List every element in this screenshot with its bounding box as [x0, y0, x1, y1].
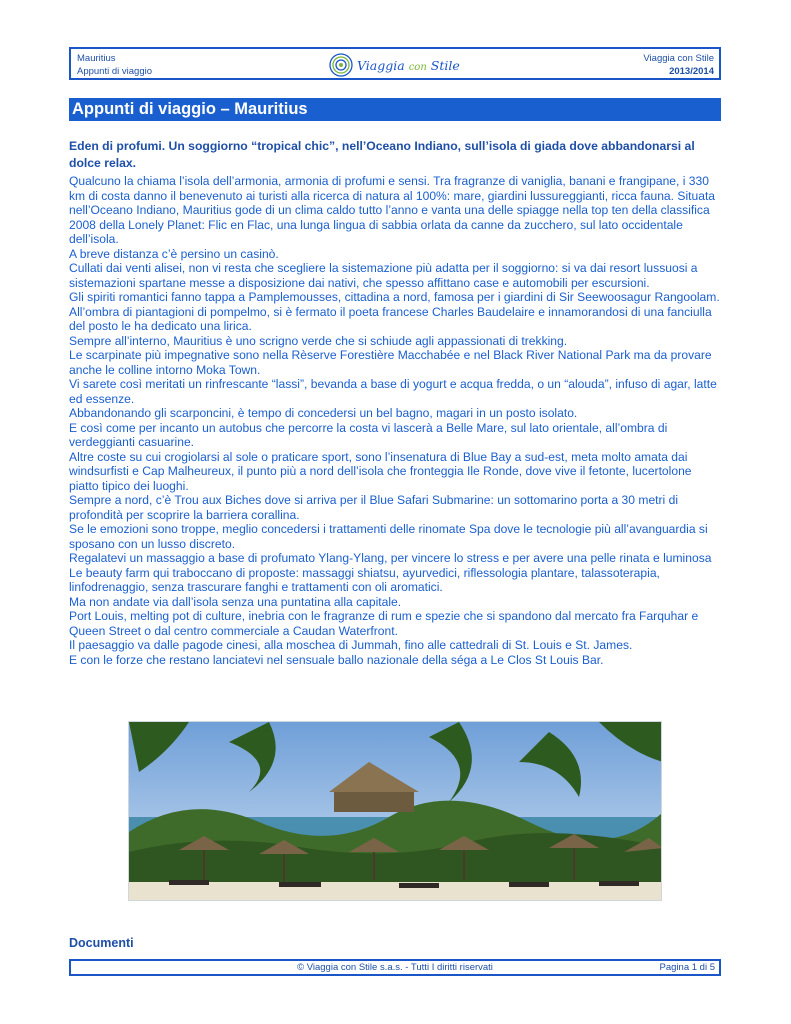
paragraph: A breve distanza c’è persino un casinò. — [69, 246, 279, 261]
paragraph: E così come per incanto un autobus che percorre la costa vi lascerà a Belle Mare, sul lato orientale, all’ombra di verdeggianti casuarine. — [69, 420, 668, 449]
page-footer — [69, 959, 721, 976]
paragraph: Altre coste su cui crogiolarsi al sole o praticare sport, sono l’insenatura di Blue Bay a sud-est, meta molto amata dai windsurfisti e Cap Malheureux, il punto più a nord dell’isola che fronteggia Ile Ronde, dove vive il fetonte, lucertolone piatto tipico dei luoghi. — [69, 449, 692, 493]
paragraph: Gli spiriti romantici fanno tappa a Pamplemousses, cittadina a nord, famosa per i giardini di Sir Seewoosagur Rangoolam. — [69, 290, 720, 304]
paragraph: All’ombra di piantagioni di pompelmo, si è fermato il poeta francese Charles Baudelaire e innamorandosi di una fanciulla del posto le ha dedicato una lirica. — [69, 304, 712, 333]
paragraph: Qualcuno la chiama l’isola dell’armonia, armonia di profumi e sensi. Tra fragranze di vaniglia, banani e frangipane, i 330 km di costa danno il benevenuto ai turisti alla ricerca di natura al 100%: mare, giardini lussureggianti, ricca fauna. Situata nell’Oceano Indiano, Mauritius gode di un clima caldo tutto l’anno e vanta una delle spiagge nella top ten della classifica 2008 della Lonely Planet: Flic en Flac, una lunga lingua di sabbia orlata da canne da zucchero, sul lato occidentale dell’isola. — [69, 174, 716, 246]
paragraph: Sempre a nord, c’è Trou aux Biches dove si arriva per il Blue Safari Submarine: un sottomarino porta a 30 metri di profondità per scoprire la barriera corallina. — [69, 493, 679, 522]
header-doc-type: Appunti di viaggio — [77, 66, 152, 77]
paragraph: Se le emozioni sono troppe, meglio concedersi i trattamenti delle rinomate Spa dove le tecnologie più all’avanguardia si sposano con un lusso discreto. — [69, 522, 708, 551]
footer-copyright: © Viaggia con Stile s.a.s. - Tutti I diritti riservati — [297, 962, 493, 973]
page-header — [69, 47, 721, 80]
paragraph: Regalatevi un massaggio a base di profumato Ylang-Ylang, per vincere lo stress e per avere una pelle rinata e luminosa — [69, 551, 712, 565]
title-bar — [69, 98, 721, 121]
footer-page-number: Pagina 1 di 5 — [659, 962, 715, 973]
subtitle: Eden di profumi. Un soggiorno “tropical chic”, nell’Oceano Indiano, sull’isola di giada dove abbandonarsi al dolce relax. — [69, 139, 695, 170]
beach-palm-image — [129, 722, 662, 901]
header-left — [77, 52, 152, 78]
paragraph: Port Louis, melting pot di culture, inebria con le fragranze di rum e spezie che si spandono dal mercato fra Farquhar e Queen Street o dal centro commerciale a Caudan Waterfront. — [69, 609, 699, 638]
paragraph: Le scarpinate più impegnative sono nella Rèserve Forestière Macchabée e nel Black River National Park ma da provare anche le colline intorno Moka Town. — [69, 348, 712, 377]
logo-word-viaggia: Viaggia — [357, 57, 405, 73]
paragraph: Abbandonando gli scarponcini, è tempo di concedersi un bel bagno, magari in un posto isolato. — [69, 406, 578, 420]
header-brand: Viaggia con Stile — [643, 53, 714, 64]
documents-heading: Documenti — [69, 936, 134, 950]
logo-word-stile: Stile — [430, 57, 460, 73]
logo-wordmark — [357, 58, 460, 73]
logo-word-con: con — [408, 61, 427, 73]
paragraph: Vi sarete così meritati un rinfrescante “lassi”, bevanda a base di yogurt e acqua fredda, o un “alouda”, infuso di agar, latte ed essenze. — [69, 377, 717, 406]
paragraph: Ma non andate via dall’isola senza una puntatina alla capitale. — [69, 594, 402, 609]
header-destination: Mauritius — [77, 53, 116, 64]
paragraph: Sempre all’interno, Mauritius è uno scrigno verde che si schiude agli appassionati di trekking. — [69, 333, 568, 348]
paragraph: Il paesaggio va dalle pagode cinesi, alla moschea di Jummah, fino alle cattedrali di St. Louis e St. James. — [69, 638, 633, 652]
paragraph: Le beauty farm qui traboccano di proposte: massaggi shiatsu, ayurvedici, riflessologia plantare, talassoterapia, linfodrenaggio, senza trascurare fanghi e trattamenti con oli aromatici. — [69, 565, 660, 594]
beach-photo — [128, 721, 662, 901]
paragraph: Cullati dai venti alisei, non vi resta che scegliere la sistemazione più adatta per il soggiorno: si va dai resort lussuosi a sistemazioni spartane messe a disposizione dai nativi, che spesso affittano case e automobili per escursioni. — [69, 261, 698, 290]
header-right — [643, 52, 714, 78]
swirl-logo-icon — [329, 53, 353, 77]
page-title: Appunti di viaggio – Mauritius — [72, 100, 308, 118]
header-season: 2013/2014 — [669, 66, 714, 77]
brand-logo — [329, 53, 460, 77]
article-body — [69, 174, 721, 667]
paragraph: E con le forze che restano lanciatevi nel sensuale ballo nazionale della séga a Le Clos St Louis Bar. — [69, 652, 604, 667]
